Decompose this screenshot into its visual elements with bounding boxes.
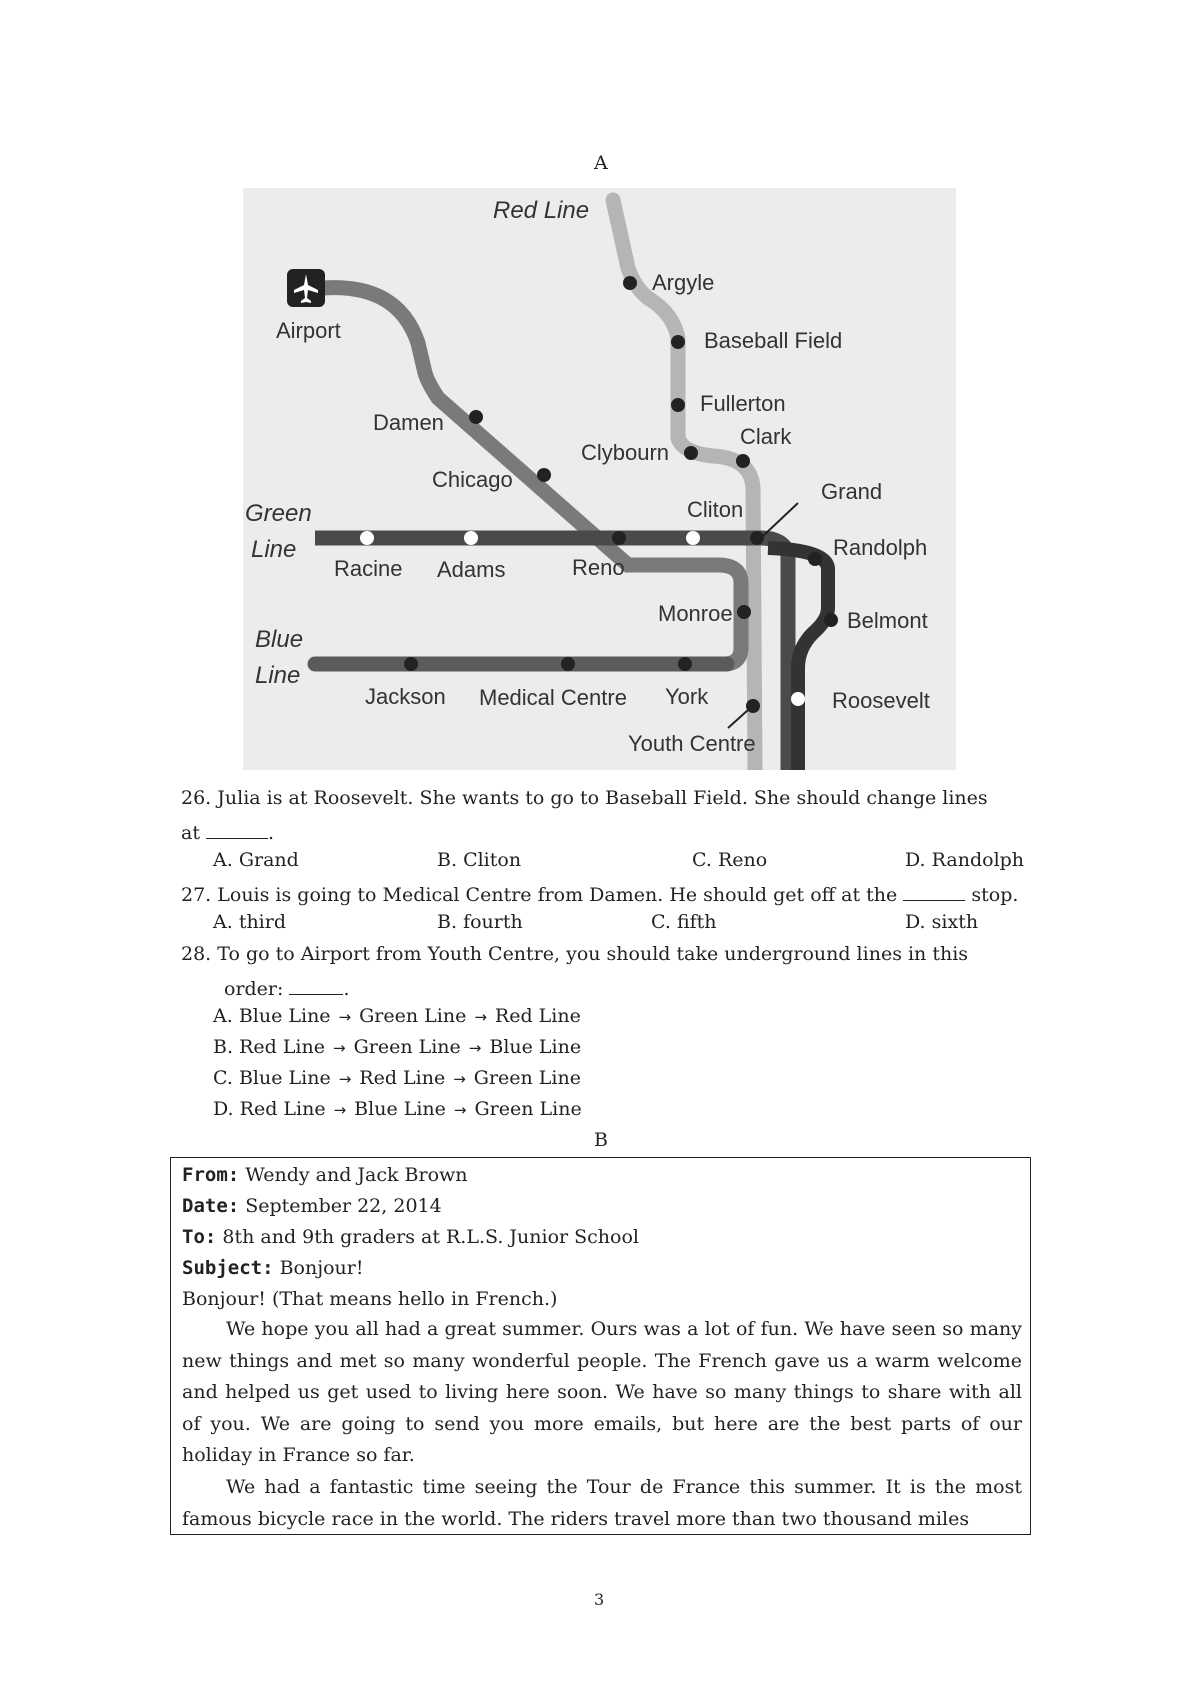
email-to-value: 8th and 9th graders at R.L.S. Junior School: [222, 1226, 639, 1248]
belmont-label: Belmont: [847, 608, 928, 633]
adams-label: Adams: [437, 557, 506, 582]
answer-blank: [289, 974, 343, 995]
stop-argyle: [623, 276, 637, 290]
email-to-key: To:: [182, 1226, 217, 1248]
reno-label: Reno: [572, 555, 625, 580]
question-number: 26.: [181, 787, 212, 809]
grand-label: Grand: [821, 479, 883, 504]
option-a: A. Grand: [213, 849, 299, 871]
stop-clark: [736, 454, 750, 468]
option-c: C. Reno: [692, 849, 768, 871]
option-c: C. fifth: [651, 911, 717, 933]
stop-damen: [469, 410, 483, 424]
answer-blank: [206, 818, 268, 839]
email-date: [182, 1195, 442, 1217]
red-line-label: Red Line: [493, 197, 590, 224]
stop-chicago: [537, 468, 551, 482]
stop-monroe: [737, 605, 751, 619]
green-line-label-2: Line: [251, 536, 297, 563]
question-text: stop.: [971, 884, 1019, 906]
roosevelt-label: Roosevelt: [832, 688, 930, 713]
arrow-right-icon: →: [338, 1070, 352, 1088]
answer-blank: [903, 880, 965, 901]
damen-label: Damen: [373, 410, 444, 435]
blue-line-label-2: Line: [255, 662, 301, 689]
question-number: 27.: [181, 884, 212, 906]
stop-fullerton: [671, 398, 685, 412]
email-subject-value: Bonjour!: [279, 1257, 364, 1279]
stop-baseball-field: [671, 335, 685, 349]
fullerton-label: Fullerton: [700, 391, 786, 416]
email-to: [182, 1226, 639, 1248]
question-number: 28.: [181, 943, 212, 965]
option-c: C. Blue Line → Red Line → Green Line: [213, 1067, 581, 1089]
option-d: D. Red Line → Blue Line → Green Line: [213, 1098, 582, 1120]
question-27-line-1: [181, 880, 1018, 906]
blue-line-label-1: Blue: [255, 626, 304, 653]
chicago-label: Chicago: [432, 467, 513, 492]
stop-clybourn: [684, 446, 698, 460]
email-from-value: Wendy and Jack Brown: [245, 1164, 468, 1186]
stop-jackson: [404, 657, 418, 671]
arrow-right-icon: →: [474, 1008, 487, 1026]
option-d: D. sixth: [905, 911, 979, 933]
email-paragraph-1: We hope you all had a great summer. Ours was a lot of fun. We have seen so many new things and met so many wonderful people. The French gave us a warm welcome and helped us get used to living here soon. We have so many things to share with all of you. We are going to send you more emails, but here are the best parts of our holiday in France so far.: [182, 1318, 1022, 1466]
question-text: at: [181, 822, 200, 844]
option-b: B. Cliton: [437, 849, 522, 871]
email-subject-key: Subject:: [182, 1257, 274, 1279]
arrow-right-icon: →: [453, 1101, 467, 1119]
option-a: A. Blue Line → Green Line → Red Line: [213, 1005, 581, 1027]
youth-centre-label: Youth Centre: [628, 731, 756, 756]
arrow-right-icon: →: [468, 1039, 482, 1057]
section-a-label: A: [594, 152, 608, 174]
question-text: Louis is going to Medical Centre from Damen. He should get off at the: [217, 884, 898, 906]
stop-randolph: [808, 552, 822, 566]
stop-cliton: [686, 531, 700, 545]
stop-roosevelt: [791, 692, 805, 706]
arrow-right-icon: →: [453, 1070, 466, 1088]
option-a: A. third: [213, 911, 287, 933]
option-d: D. Randolph: [905, 849, 1025, 871]
stop-reno: [612, 531, 626, 545]
arrow-right-icon: →: [333, 1039, 346, 1057]
stop-racine: [360, 531, 374, 545]
stop-medical-centre: [561, 657, 575, 671]
question-text: .: [343, 978, 350, 1000]
airport-label: Airport: [276, 318, 341, 343]
email-box: [170, 1157, 1031, 1535]
question-28-line-1: [181, 943, 968, 965]
question-text: Julia is at Roosevelt. She wants to go to Baseball Field. She should change lines: [217, 787, 988, 809]
medical-centre-label: Medical Centre: [479, 685, 627, 710]
arrow-right-icon: →: [338, 1008, 352, 1026]
email-date-value: September 22, 2014: [245, 1195, 442, 1217]
racine-label: Racine: [334, 556, 403, 581]
question-text: order:: [224, 978, 284, 1000]
page-number: 3: [594, 1590, 605, 1609]
email-date-key: Date:: [182, 1195, 240, 1217]
jackson-label: Jackson: [365, 684, 446, 709]
email-greeting: Bonjour! (That means hello in French.): [182, 1288, 558, 1310]
email-paragraph-2: We had a fantastic time seeing the Tour de France this summer. It is the most famous bicycle race in the world. The riders travel more than two thousand miles: [182, 1476, 1022, 1530]
argyle-label: Argyle: [652, 270, 715, 295]
option-b: B. fourth: [437, 911, 523, 933]
york-label: York: [665, 684, 709, 709]
green-line-label-1: Green: [245, 500, 312, 527]
stop-grand: [750, 531, 764, 545]
baseball-field-label: Baseball Field: [704, 328, 843, 353]
section-b-label: B: [594, 1129, 608, 1151]
stop-york: [678, 657, 692, 671]
question-text: .: [268, 822, 275, 844]
email-from-key: From:: [182, 1164, 240, 1186]
stop-belmont: [824, 613, 838, 627]
question-28-line-2: [224, 974, 350, 1000]
clybourn-label: Clybourn: [581, 440, 670, 465]
question-text: To go to Airport from Youth Centre, you should take underground lines in this: [217, 943, 969, 965]
question-26-line-1: [181, 787, 988, 809]
randolph-label: Randolph: [833, 535, 928, 560]
clark-label: Clark: [740, 424, 792, 449]
stop-adams: [464, 531, 478, 545]
cliton-label: Cliton: [687, 497, 744, 522]
monroe-label: Monroe: [658, 601, 733, 626]
question-26-line-2: [181, 818, 274, 844]
subway-map: [243, 188, 956, 770]
email-from: [182, 1164, 468, 1186]
arrow-right-icon: →: [333, 1101, 347, 1119]
option-b: B. Red Line → Green Line → Blue Line: [213, 1036, 582, 1058]
email-subject: [182, 1257, 364, 1279]
